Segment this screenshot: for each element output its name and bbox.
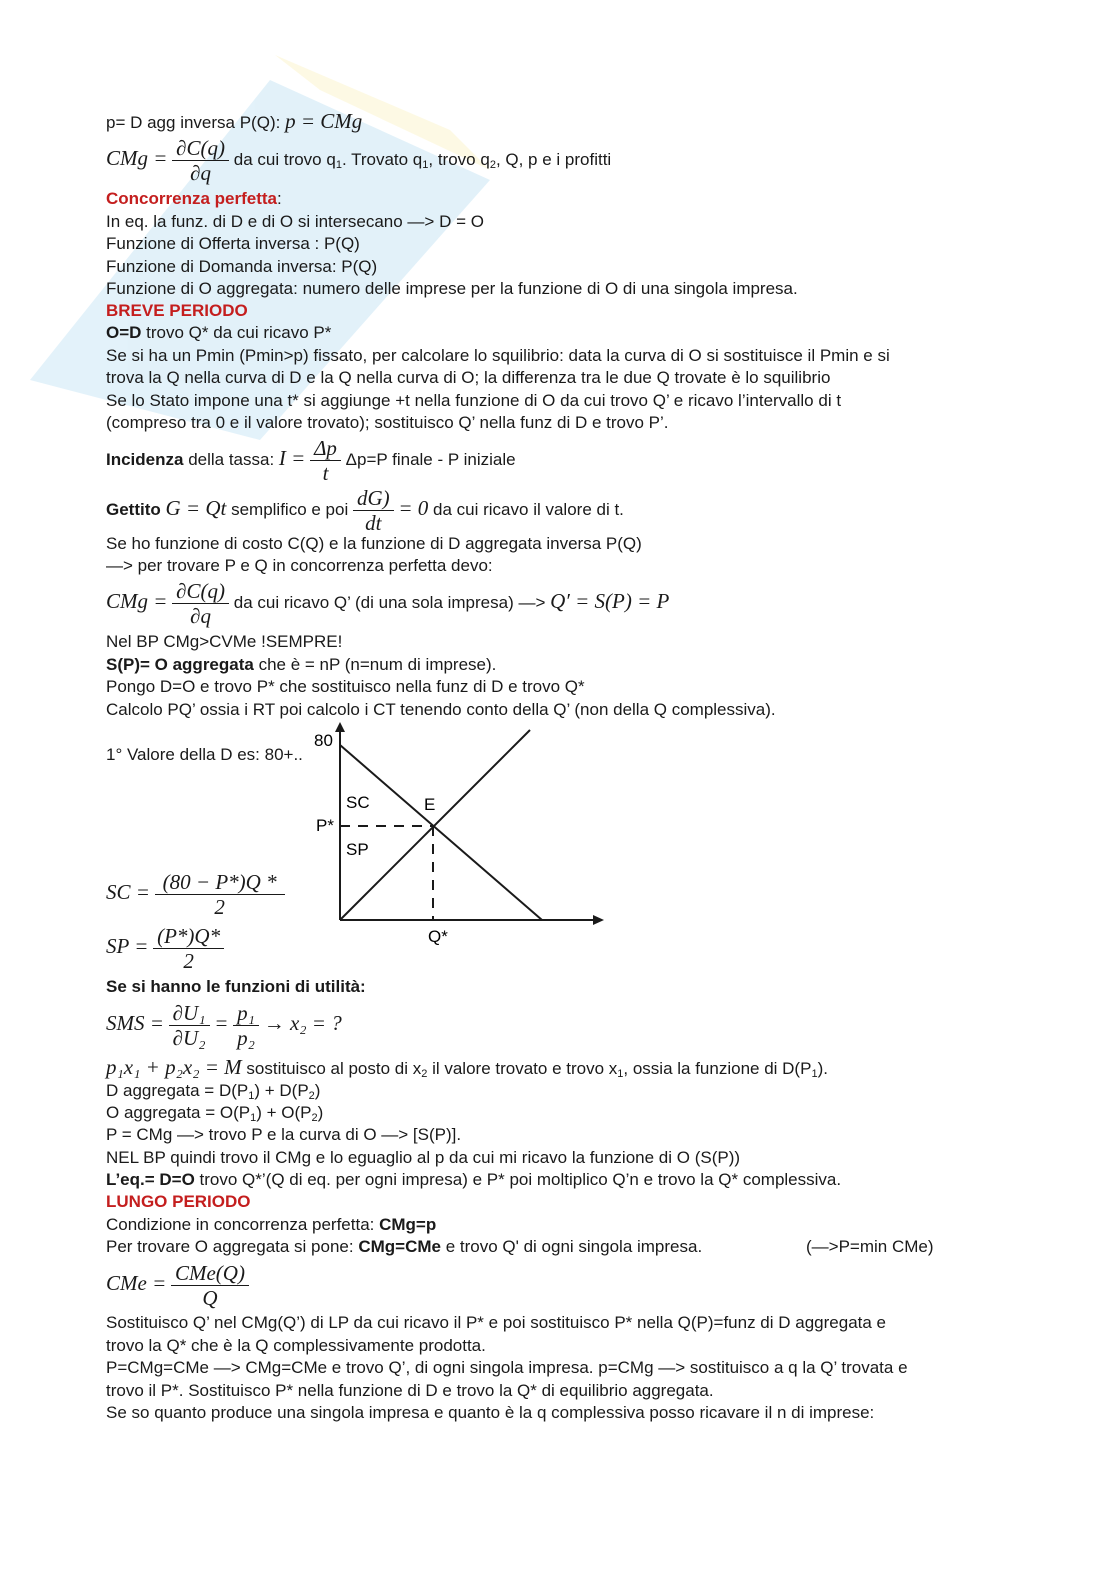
text-line: trovo la Q* che è la Q complessivamente prodotta. [106, 1336, 486, 1355]
equilibrium-label: E [424, 795, 436, 814]
text-line: S(P)= O aggregata che è = nP (n=num di imprese). [106, 655, 497, 674]
text-line: p= D agg inversa P(Q): p = CMg [106, 109, 363, 133]
text-line: trova la Q nella curva di D e la Q nella curva di O; la differenza tra le due Q trovate è lo squilibrio [106, 368, 831, 387]
subsection-title-utilita: Se si hanno le funzioni di utilità: [106, 977, 366, 996]
formula-gettito: Gettito G = Qt semplifico e poi $\frac{dG)}{dt}$ = 0 da cui ricavo il valore di t. [106, 486, 624, 536]
formula-sc: SC = $\frac{(80 - P*)Q *}{2}$ [106, 862, 285, 924]
text-line: Per trovare O aggregata si pone: CMg=CMe e trovo Q' di ogni singola impresa. [106, 1237, 703, 1256]
x-axis-arrow [593, 915, 604, 925]
text-line: Funzione di Domanda inversa: P(Q) [106, 257, 378, 276]
formula-sms: SMS = $\frac{\text{∂U₁}}{\text{∂U₂}}$ = $\frac{\text{p₁}}{\text{p₂}}$ → x₂ = ? [106, 1001, 342, 1051]
text-line: Se si ha un Pmin (Pmin>p) fissato, per calcolare lo squilibrio: data la curva di O si sostituisce il Pmin e si [106, 346, 890, 365]
demand-curve [340, 745, 542, 920]
text-line: trovo il P*. Sostituisco P* nella funzione di D e trovo la Q* di equilibrio aggregata. [106, 1381, 714, 1400]
section-title-concorrenza: Concorrenza perfetta: [106, 189, 282, 208]
supply-curve [340, 730, 530, 920]
text-line: —> per trovare P e Q in concorrenza perfetta devo: [106, 556, 493, 575]
text-line: (compreso tra 0 e il valore trovato); sostituisco Q’ nella funz di D e trovo P’. [106, 413, 669, 432]
text-line: Pongo D=O e trovo P* che sostituisco nella funz di D e trovo Q* [106, 677, 585, 696]
sc-label: SC [346, 793, 370, 812]
formula-sp: SP = $\frac{(P*)Q*}{2}$ [106, 918, 224, 976]
text-line: D aggregata = $D(P_1) + D(P_2)$ [106, 1081, 321, 1102]
text-line: O aggregata = $O(P_1) + O(P_2)$ [106, 1103, 324, 1124]
text-line: O=D trovo Q* da cui ricavo P* [106, 323, 332, 342]
text-line: L’eq.= D=O trovo Q*’(Q di eq. per ogni impresa) e P* poi moltiplico Q’n e trovo la Q* complessiva. [106, 1170, 842, 1189]
section-title-breve-periodo: BREVE PERIODO [106, 301, 248, 320]
text-line: Se so quanto produce una singola impresa e quanto è la q complessiva posso ricavare il n di imprese: [106, 1403, 875, 1422]
formula-cme: CMe = $\frac{\text{CMe(Q)}}{Q}$ [106, 1254, 249, 1314]
text-line: Se ho funzione di costo C(Q) e la funzione di D aggregata inversa P(Q) [106, 534, 642, 553]
text-line: Sostituisco Q’ nel CMg(Q’) di LP da cui ricavo il P* e poi sostituisco P* nella Q(P)=funz di D aggregata e [106, 1313, 886, 1332]
section-title-lungo-periodo: LUNGO PERIODO [106, 1192, 251, 1211]
formula-cmg: CMg = $\frac{\partial C(q)}{\partial q}$ da cui trovo $q_1$. Trovato $q_1$, trovo $q_2$, Q, p e i profitti [106, 136, 612, 186]
price-label: P* [316, 816, 334, 835]
formula-incidenza: Incidenza della tassa: I = $\frac{\Delta p}{t}$ Δp=P finale - P iniziale [106, 436, 516, 486]
text-line: Funzione di O aggregata: numero delle imprese per la funzione di O di una singola impresa. [106, 279, 798, 298]
text-line: 1° Valore della D es: 80+.. [106, 745, 303, 764]
text-line: Calcolo PQ’ ossia i RT poi calcolo i CT tenendo conto della Q’ (non della Q complessiva). [106, 700, 776, 719]
text-line: Condizione in concorrenza perfetta: CMg=p [106, 1215, 437, 1234]
y-intercept-label: 80 [314, 731, 333, 750]
formula-cmg-2: CMg = $\frac{\partial C(q)}{\partial q}$ da cui ricavo Q’ (di una sola impresa) —> Q′ = S(P) = P [106, 579, 670, 629]
text-note: (—>P=min CMe) [806, 1237, 934, 1256]
quantity-label: Q* [428, 927, 448, 946]
y-axis-arrow [335, 722, 345, 732]
sp-label: SP [346, 840, 369, 859]
text-line: Se lo Stato impone una t* si aggiunge +t nella funzione di O da cui trovo Q’ e ricavo l’intervallo di t [106, 391, 842, 410]
text-line: NEL BP quindi trovo il CMg e lo eguaglio al p da cui mi ricavo la funzione di O (S(P)) [106, 1148, 741, 1167]
text-line: p₁x₁ + p₂x₂ = M sostituisco al posto di $x_2$ il valore trovato e trovo $x_1$, ossia la funzione di $D(P_1)$. [106, 1055, 828, 1080]
text-line: Nel BP CMg>CVMe !SEMPRE! [106, 632, 343, 651]
surplus-diagram [300, 720, 620, 950]
text-line: P = CMg —> trovo P e la curva di O —> [S(P)]. [106, 1125, 462, 1144]
text-line: P=CMg=CMe —> CMg=CMe e trovo Q’, di ogni singola impresa. p=CMg —> sostituisco a q la Q’ trovata e [106, 1358, 908, 1377]
text-line: In eq. la funz. di D e di O si intersecano —> D = O [106, 212, 484, 231]
text-line: Funzione di Offerta inversa : P(Q) [106, 234, 360, 253]
